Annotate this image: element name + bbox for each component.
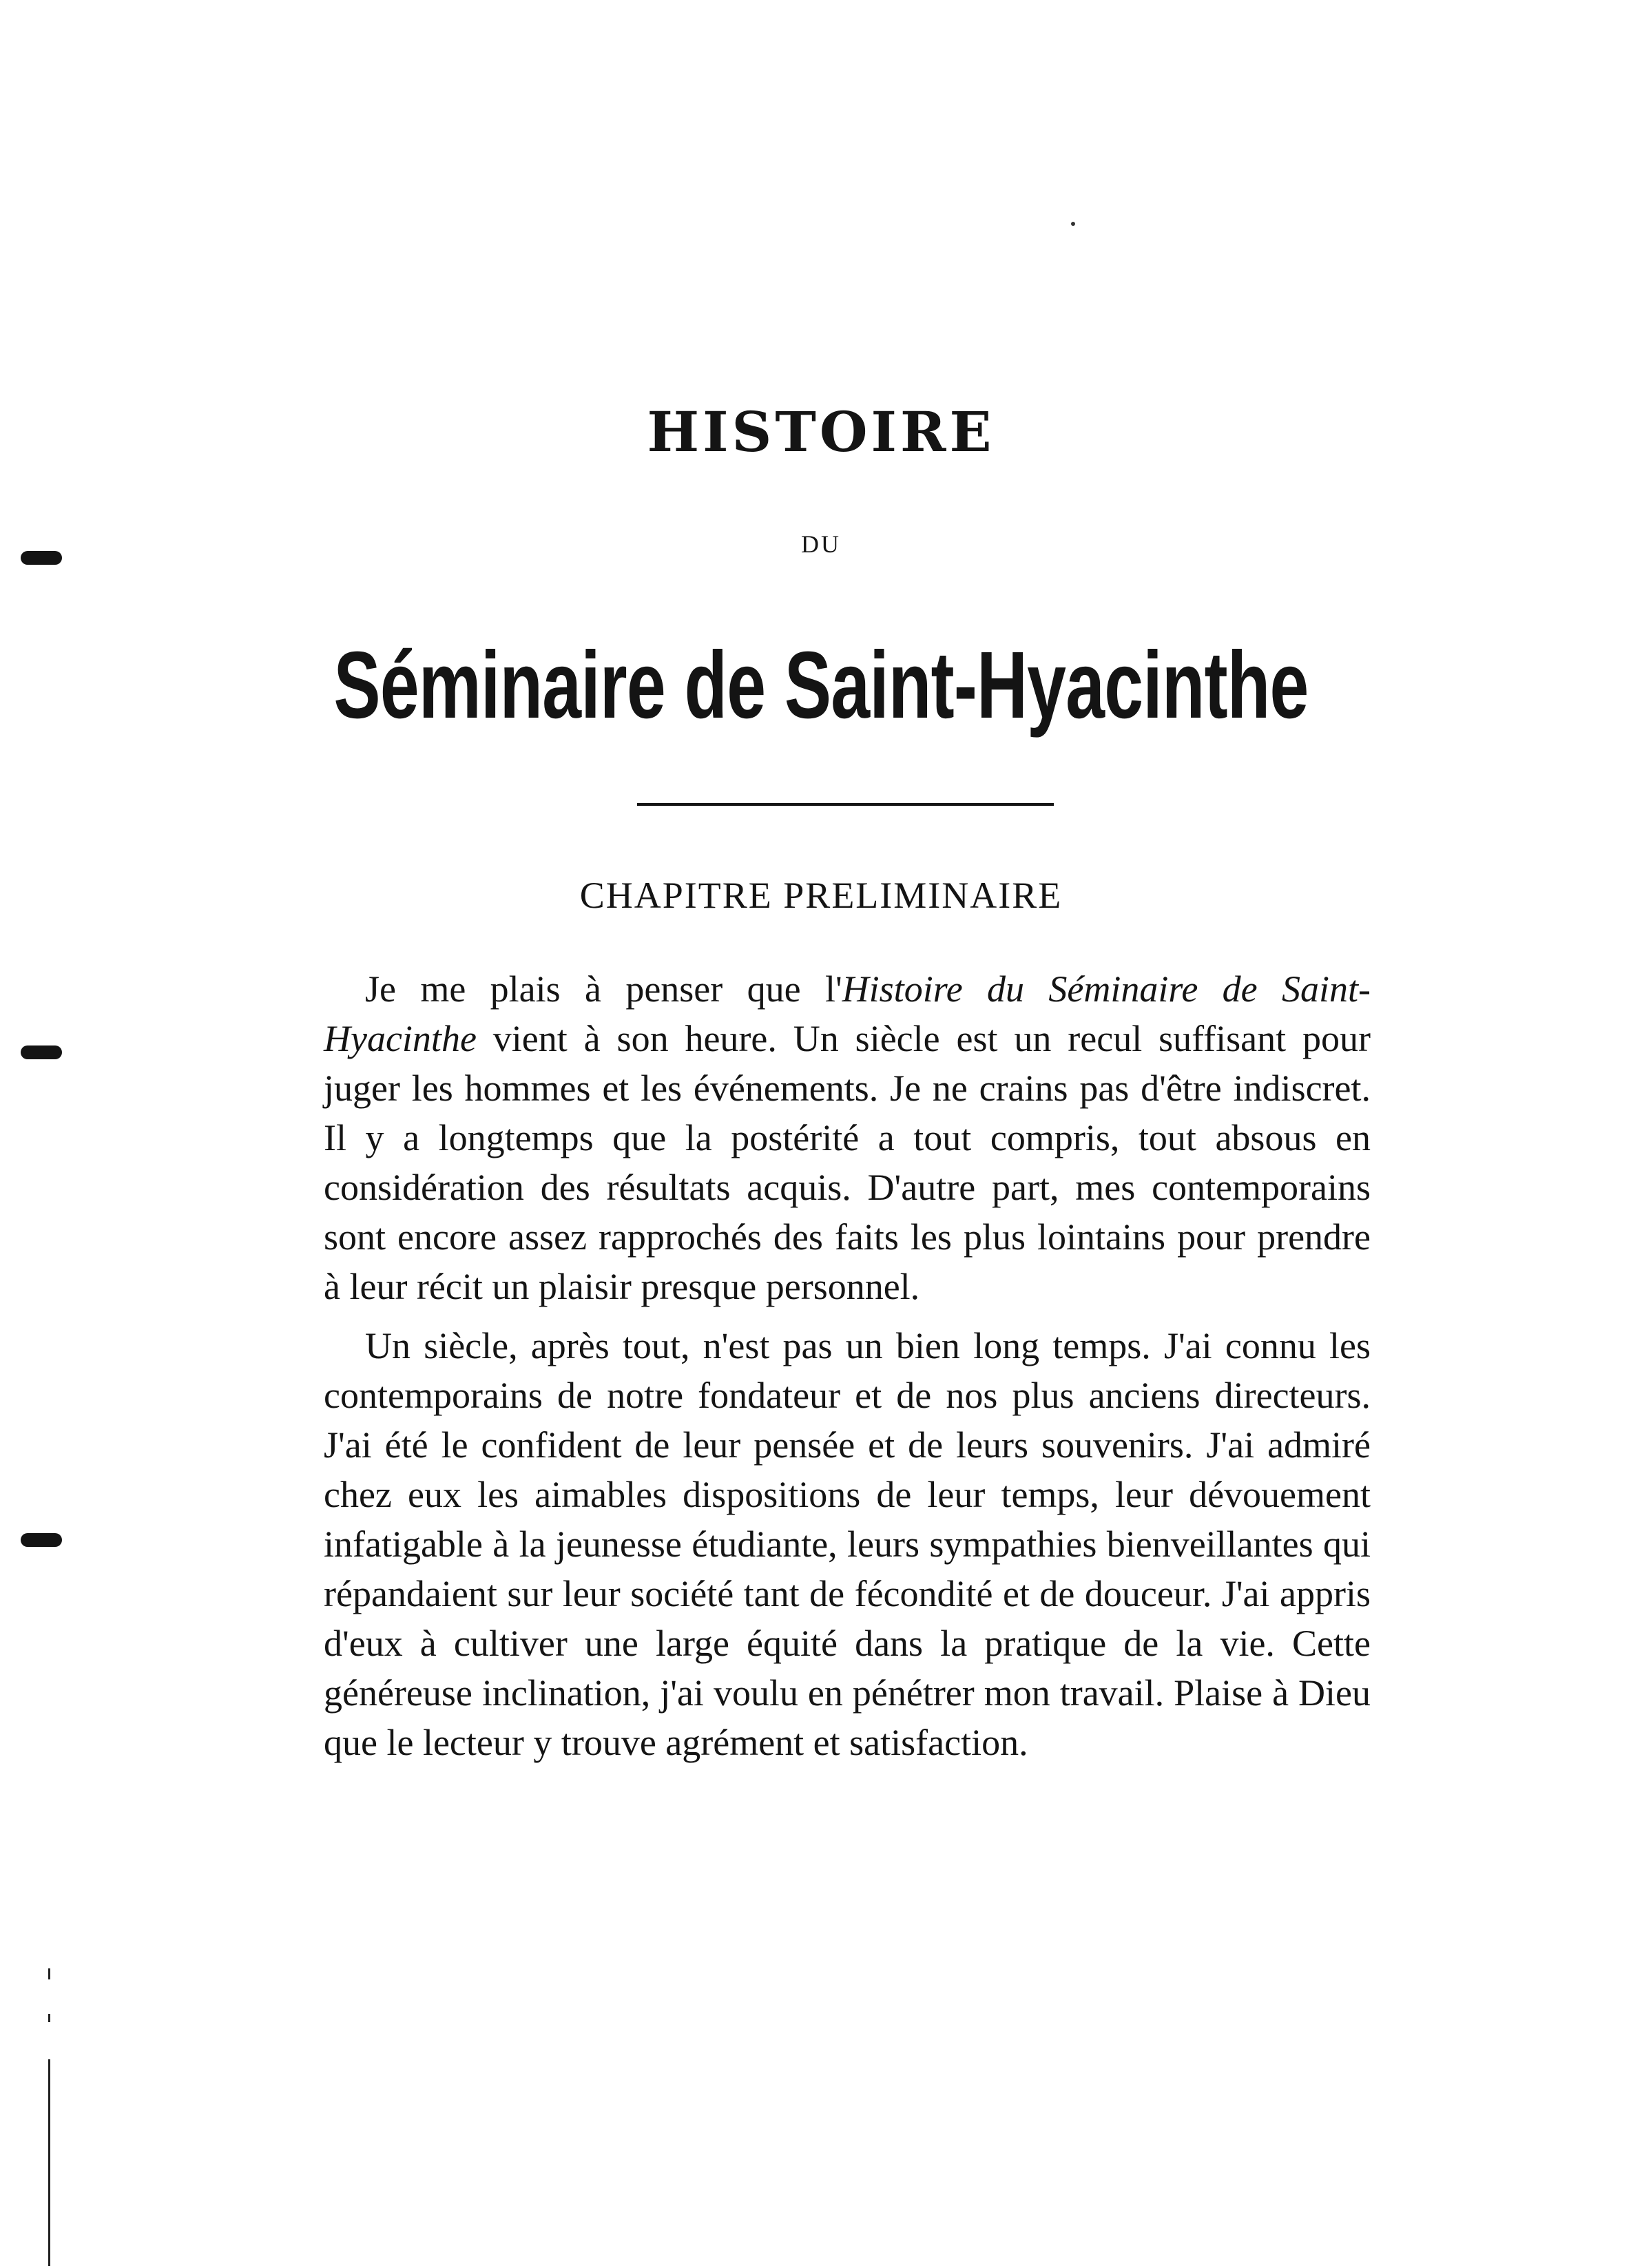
paragraph-2: Un siècle, après tout, n'est pas un bien long temps. J'ai connu les contemporains de notre fondateur et de nos plus anciens directeurs. J'ai été le confident de leur pensée et de leurs souvenirs. J'ai admiré chez eux les aimables dispositions de leur temps, leur dévouement infatigable à la jeunesse étudiante, leurs sympathies bienveillantes qui répandaient sur leur société tant de fécondité et de douceur. J'ai appris d'eux à cultiver une large équité dans la pratique de la vie. Cette généreuse inclination, j'ai voulu en pénétrer mon travail. Plaise à Dieu que le lecteur y trouve agrément et satisfaction.: [324, 1325, 1371, 1763]
body-text: [324, 964, 1371, 1777]
title-main: Séminaire de Saint-Hyacinthe: [333, 632, 1309, 738]
ink-speck: [1071, 222, 1075, 226]
page-edge-line-1: [48, 1968, 50, 1979]
title-du: DU: [801, 530, 841, 558]
binding-mark-3: [21, 1533, 62, 1547]
paragraph-1-rest: vient à son heure. Un siècle est un recul suffisant pour juger les hommes et les événements. Je ne crains pas d'être indiscret. Il y a longtemps que la postérité a tout compris, tout absous en considération des résultats acquis. D'autre part, mes contemporains sont encore assez rapprochés des faits les plus lointains pour prendre à leur récit un plaisir presque personnel.: [324, 1018, 1371, 1307]
binding-mark-2: [21, 1045, 62, 1059]
paragraph-1-start: Je me plais à penser que l': [365, 968, 842, 1010]
binding-mark-1: [21, 551, 62, 565]
paragraph-1: [324, 964, 1371, 1311]
page-edge-line-2: [48, 2014, 50, 2022]
chapter-heading: CHAPITRE PRELIMINAIRE: [579, 875, 1063, 916]
title-histoire: HISTOIRE: [647, 399, 995, 464]
title-divider: [637, 803, 1054, 806]
paragraph-1-italic-title: Histoire du Séminaire de Saint-Hyacinthe: [324, 968, 1371, 1059]
page-edge-line-3: [48, 2059, 50, 2266]
